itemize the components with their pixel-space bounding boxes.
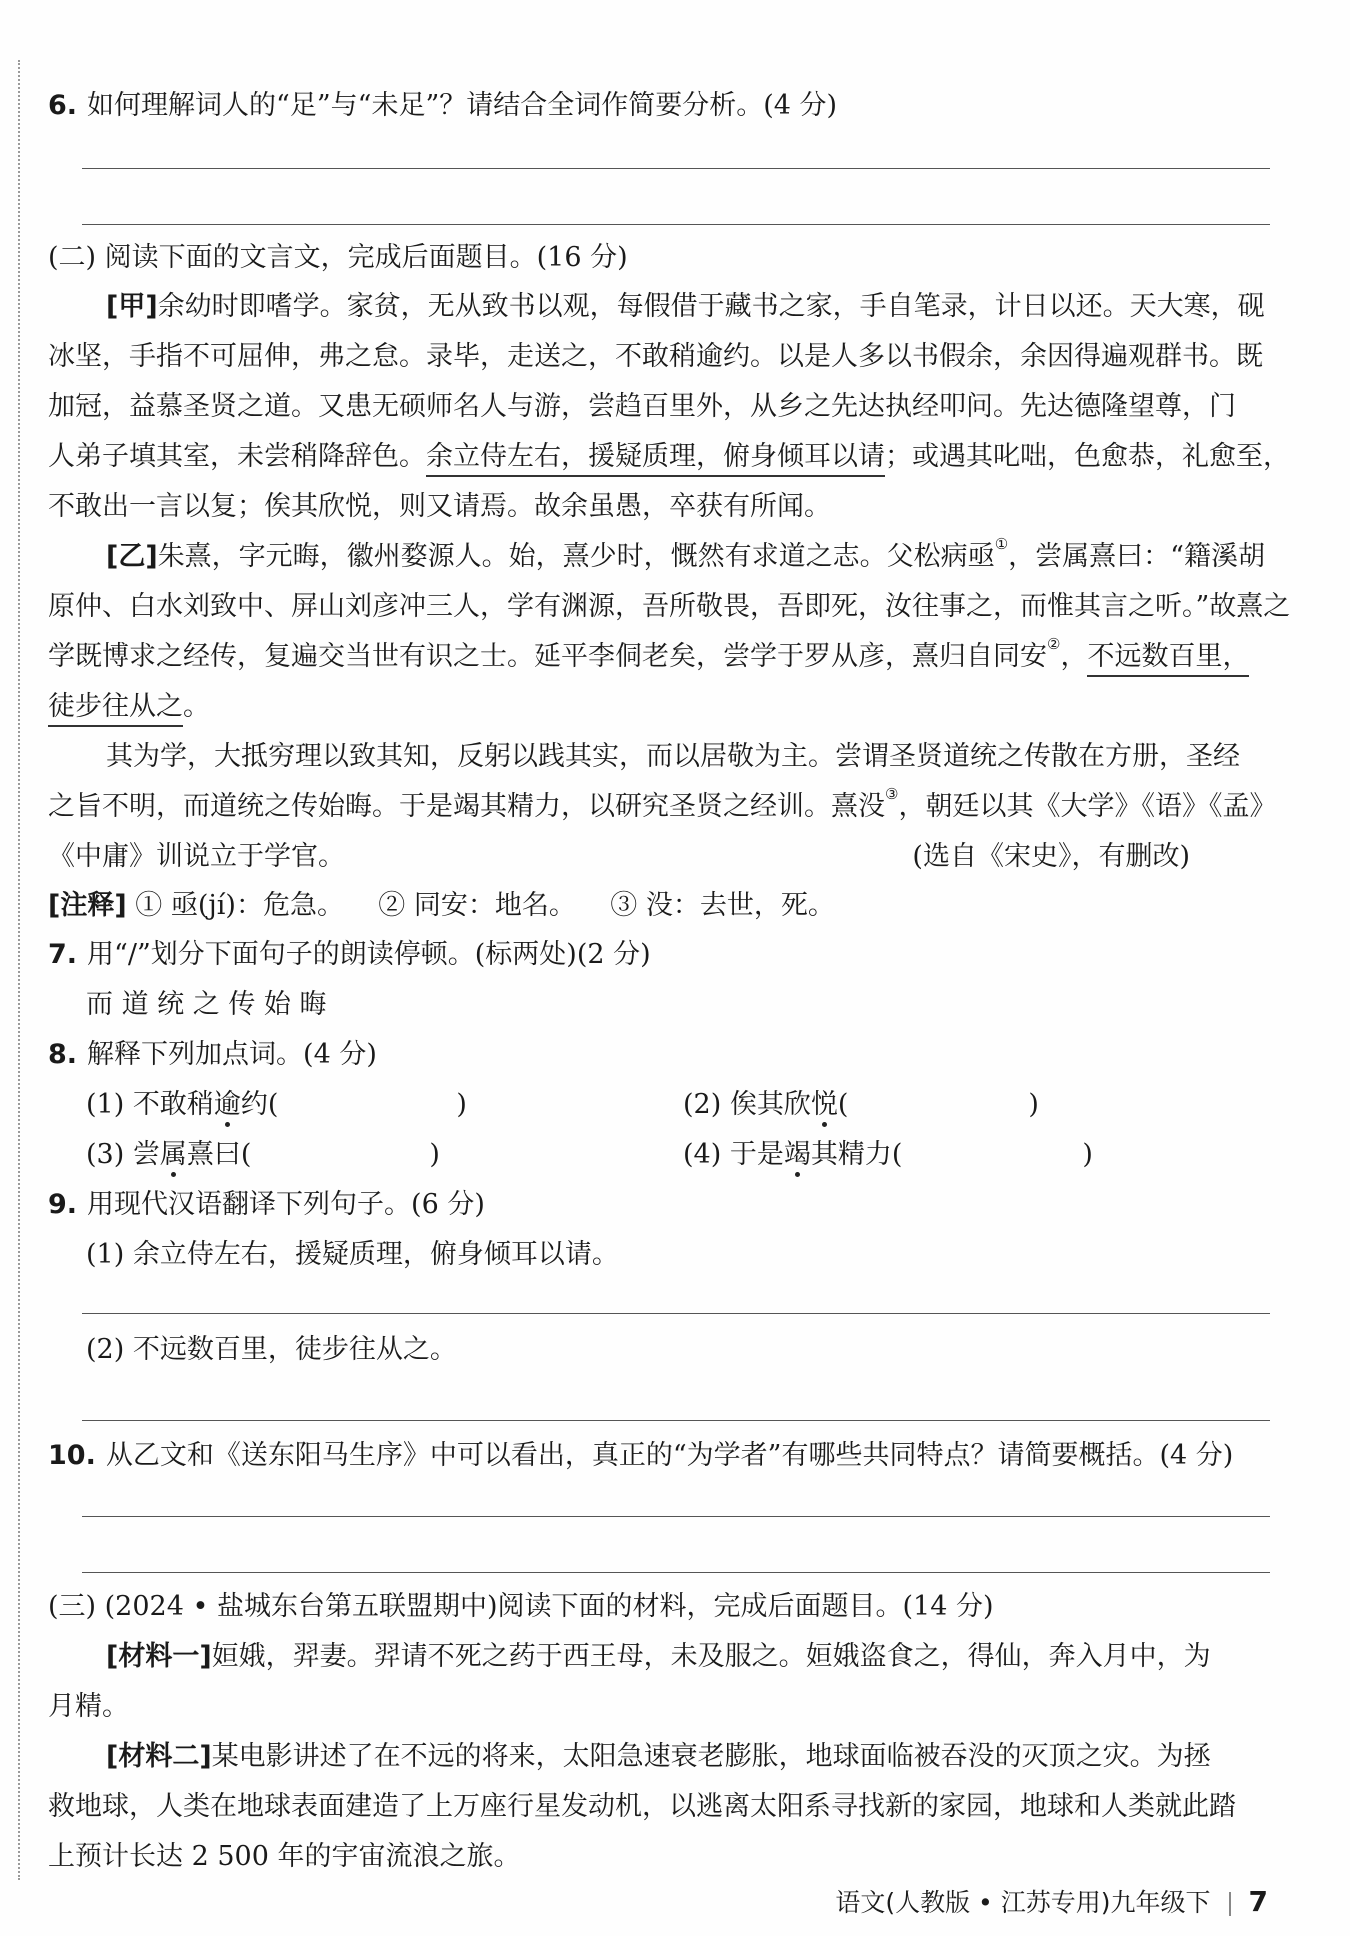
section-2-heading: (二) 阅读下面的文言文，完成后面题目。(16 分) bbox=[48, 242, 628, 273]
answer-line-q9-2[interactable] bbox=[82, 1420, 1270, 1421]
source-citation: (选自《宋史》，有删改) bbox=[912, 841, 1190, 872]
book-title: 语文(人教版 • 江苏专用)九年级下 bbox=[835, 1888, 1211, 1917]
dotted-word-1: 逾 bbox=[213, 1089, 241, 1120]
material-1-line-1: [材料一]姮娥，羿妻。羿请不死之药于西王母，未及服之。姮娥盗食之，得仙，奔入月中，为 bbox=[106, 1641, 1211, 1672]
page-footer bbox=[835, 1883, 1268, 1919]
passage-jia-line-3: 加冠，益慕圣贤之道。又患无硕师名人与游，尝趋百里外，从乡之先达执经叩问。先达德隆望尊，门 bbox=[48, 391, 1236, 422]
question-8: 8. 解释下列加点词。(4 分) bbox=[48, 1039, 377, 1070]
q8-item-2[interactable]: (2) 俟其欣悦( ) bbox=[683, 1089, 1039, 1120]
section-3-heading: (三) (2024 • 盐城东台第五联盟期中)阅读下面的材料，完成后面题目。(14 分) bbox=[48, 1591, 994, 1622]
q9-sentence-2: (2) 不远数百里，徒步往从之。 bbox=[86, 1334, 457, 1365]
dotted-word-3: 属 bbox=[159, 1139, 187, 1170]
q8-item-1[interactable]: (1) 不敢稍逾约( ) bbox=[86, 1089, 467, 1120]
passage-jia-line-2: 冰坚，手指不可屈伸，弗之怠。录毕，走送之，不敢稍逾约。以是人多以书假余，余因得遍观群书。既 bbox=[48, 341, 1263, 372]
footnote-marker-2: ② bbox=[1047, 635, 1061, 653]
passage-yi-line-2: 原仲、白水刘致中、屏山刘彦冲三人，学有渊源，吾所敬畏，吾即死，汝往事之，而惟其言之听。”故熹之 bbox=[48, 591, 1291, 622]
q8-row-1 bbox=[48, 1085, 1308, 1125]
material-2-line-1: [材料二]某电影讲述了在不远的将来，太阳急速衰老膨胀，地球面临被吞没的灭顶之灾。为拯 bbox=[106, 1741, 1211, 1772]
passage-jia-line-1: [甲]余幼时即嗜学。家贫，无从致书以观，每假借于藏书之家，手自笔录，计日以还。天大寒，砚 bbox=[106, 291, 1265, 322]
passage-jia-line-4: 人弟子填其室，未尝稍降辞色。余立侍左右，援疑质理，俯身倾耳以请；或遇其叱咄，色愈恭，礼愈至， bbox=[48, 437, 1270, 477]
passage-yi-p2-line-3: 《中庸》训说立于学官。 (选自《宋史》，有删改) bbox=[48, 837, 1270, 877]
page-number: 7 bbox=[1248, 1885, 1268, 1918]
underlined-sentence-1: 余立侍左右，援疑质理，俯身倾耳以请 bbox=[426, 441, 885, 477]
question-6: 6. 如何理解词人的“足”与“未足”？请结合全词作简要分析。(4 分) bbox=[48, 90, 838, 121]
material-2-line-3: 上预计长达 2 500 年的宇宙流浪之旅。 bbox=[48, 1841, 521, 1872]
footer-divider bbox=[1229, 1892, 1231, 1916]
underlined-sentence-2a: 不远数百里， bbox=[1087, 641, 1249, 677]
q9-sentence-1: (1) 余立侍左右，援疑质理，俯身倾耳以请。 bbox=[86, 1239, 619, 1270]
answer-line-q6-2[interactable] bbox=[82, 224, 1270, 225]
passage-jia-line-5: 不敢出一言以复；俟其欣悦，则又请焉。故余虽愚，卒获有所闻。 bbox=[48, 491, 831, 522]
binding-dotted-line bbox=[18, 60, 20, 1880]
q8-item-3[interactable]: (3) 尝属熹曰( ) bbox=[86, 1139, 440, 1170]
dotted-word-4: 竭 bbox=[783, 1139, 811, 1170]
passage-yi-line-1: [乙]朱熹，字元晦，徽州婺源人。始，熹少时，慨然有求道之志。父松病亟①，尝属熹曰：“籍溪胡 bbox=[106, 535, 1265, 572]
material-2-line-2: 救地球，人类在地球表面建造了上万座行星发动机，以逃离太阳系寻找新的家园，地球和人类就此踏 bbox=[48, 1791, 1236, 1822]
passage-yi-line-4: 徒步往从之。 bbox=[48, 687, 1270, 727]
question-7: 7. 用“/”划分下面句子的朗读停顿。(标两处)(2 分) bbox=[48, 939, 651, 970]
passage-yi-line-3: 学既博求之经传，复遍交当世有识之士。延平李侗老矣，尝学于罗从彦，熹归自同安②，不远数百里， bbox=[48, 637, 1270, 677]
answer-line-q10-1[interactable] bbox=[82, 1516, 1270, 1517]
footnote-marker-3: ③ bbox=[885, 785, 899, 803]
question-9: 9. 用现代汉语翻译下列句子。(6 分) bbox=[48, 1189, 485, 1220]
question-10: 10. 从乙文和《送东阳马生序》中可以看出，真正的“为学者”有哪些共同特点？请简要概括。(4 分) bbox=[48, 1440, 1234, 1471]
passage-yi-p2-line-2: 之旨不明，而道统之传始晦。于是竭其精力，以研究圣贤之经训。熹没③，朝廷以其《大学》《语》《孟》 bbox=[48, 785, 1277, 822]
underlined-sentence-2b: 徒步往从之 bbox=[48, 691, 183, 727]
material-1-line-2: 月精。 bbox=[48, 1691, 129, 1722]
answer-line-q6-1[interactable] bbox=[82, 168, 1270, 169]
answer-line-q10-2[interactable] bbox=[82, 1572, 1270, 1573]
notes-line: [注释] ① 亟(jí)：危急。 ② 同安：地名。 ③ 没：去世，死。 bbox=[48, 890, 835, 921]
dotted-word-2: 悦 bbox=[810, 1089, 838, 1120]
footnote-marker-1: ① bbox=[994, 535, 1009, 553]
passage-yi-p2-line-1: 其为学，大抵穷理以致其知，反躬以践其实，而以居敬为主。尝谓圣贤道统之传散在方册，圣经 bbox=[106, 741, 1240, 772]
q7-sentence[interactable]: 而 道 统 之 传 始 晦 bbox=[86, 989, 327, 1020]
answer-line-q9-1[interactable] bbox=[82, 1313, 1270, 1314]
q8-item-4[interactable]: (4) 于是竭其精力( ) bbox=[683, 1139, 1093, 1170]
q8-row-2 bbox=[48, 1135, 1308, 1175]
